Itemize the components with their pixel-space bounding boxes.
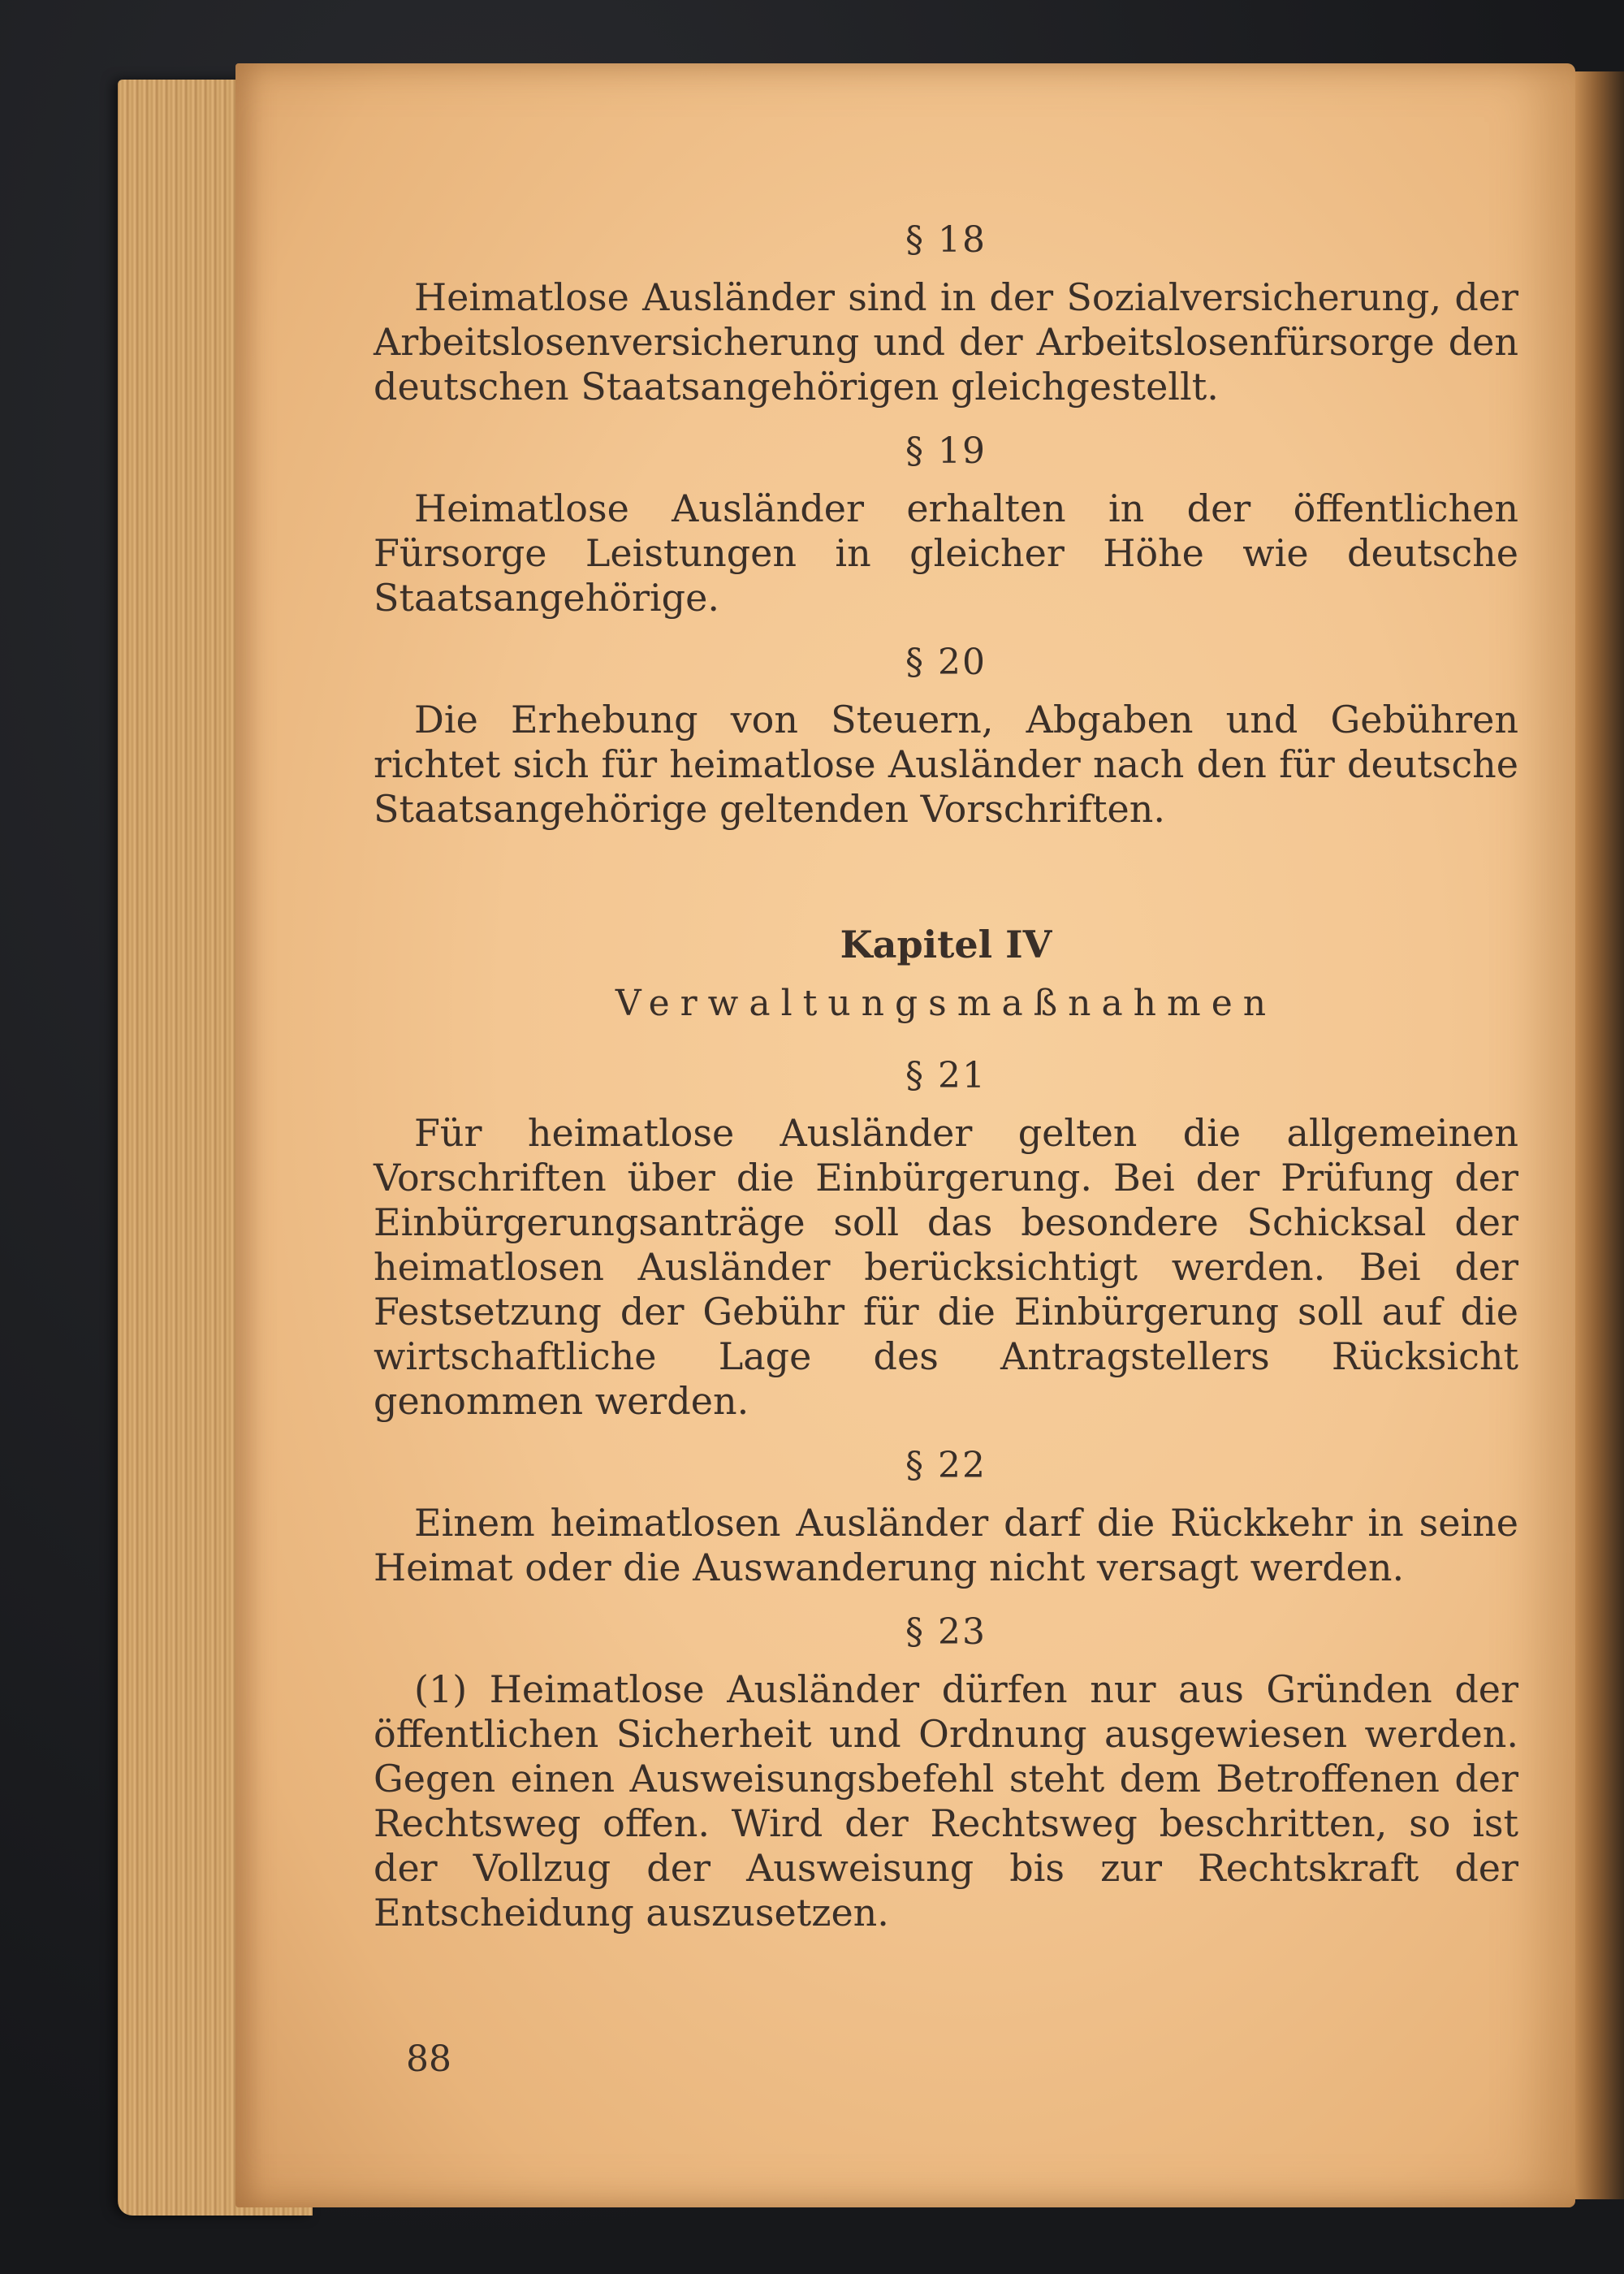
section-19: [374, 430, 1518, 620]
section-text: Heimatlose Ausländer erhalten in der öffentlichen Fürsorge Leistungen in gleicher Höhe wie deutsche Staatsangehörige.: [374, 486, 1518, 620]
section-20: [374, 642, 1518, 832]
section-21: [374, 1055, 1518, 1424]
page-number: 88: [406, 2038, 451, 2080]
section-18: [374, 219, 1518, 409]
book-gutter: [1575, 71, 1624, 2199]
page-text-block: [374, 219, 1518, 1956]
section-text: (1) Heimatlose Ausländer dürfen nur aus Gründen der öffentlichen Sicherheit und Ordnung ausgewiesen werden. Gegen einen Ausweisungsbefehl steht dem Betroffenen der Rechtsweg offen. Wird der Rechtsweg beschritten, so ist der Vollzug der Ausweisung bis zur Rechtskraft der Entscheidung auszusetzen.: [374, 1667, 1518, 1935]
section-text: Die Erhebung von Steuern, Abgaben und Gebühren richtet sich für heimatlose Ausländer nach den für deutsche Staatsangehörige geltenden Vorschriften.: [374, 698, 1518, 831]
section-number: § 19: [905, 430, 987, 472]
chapter-title: Verwaltungsmaßnahmen: [615, 983, 1277, 1024]
section-number: § 18: [905, 219, 987, 261]
section-22: [374, 1445, 1518, 1590]
section-number: § 23: [905, 1611, 987, 1653]
section-23: [374, 1611, 1518, 1935]
section-number: § 20: [905, 642, 987, 683]
section-text: Einem heimatlosen Ausländer darf die Rückkehr in seine Heimat oder die Auswanderung nicht versagt werden.: [374, 1501, 1518, 1589]
chapter-heading: Kapitel IV: [840, 923, 1052, 966]
section-number: § 21: [905, 1055, 987, 1096]
section-text: Heimatlose Ausländer sind in der Sozialversicherung, der Arbeitslosenversicherung und der Arbeitslosenfürsorge den deutschen Staatsangehörigen gleichgestellt.: [374, 275, 1518, 409]
section-number: § 22: [905, 1445, 987, 1486]
section-text: Für heimatlose Ausländer gelten die allgemeinen Vorschriften über die Einbürgerung. Bei der Prüfung der Einbürgerungsanträge soll das besondere Schicksal der heimatlosen Ausländer berücksichtigt werden. Bei der Festsetzung der Gebühr für die Einbürgerung soll auf die wirtschaftliche Lage des Antragstellers Rücksicht genommen werden.: [374, 1111, 1518, 1423]
